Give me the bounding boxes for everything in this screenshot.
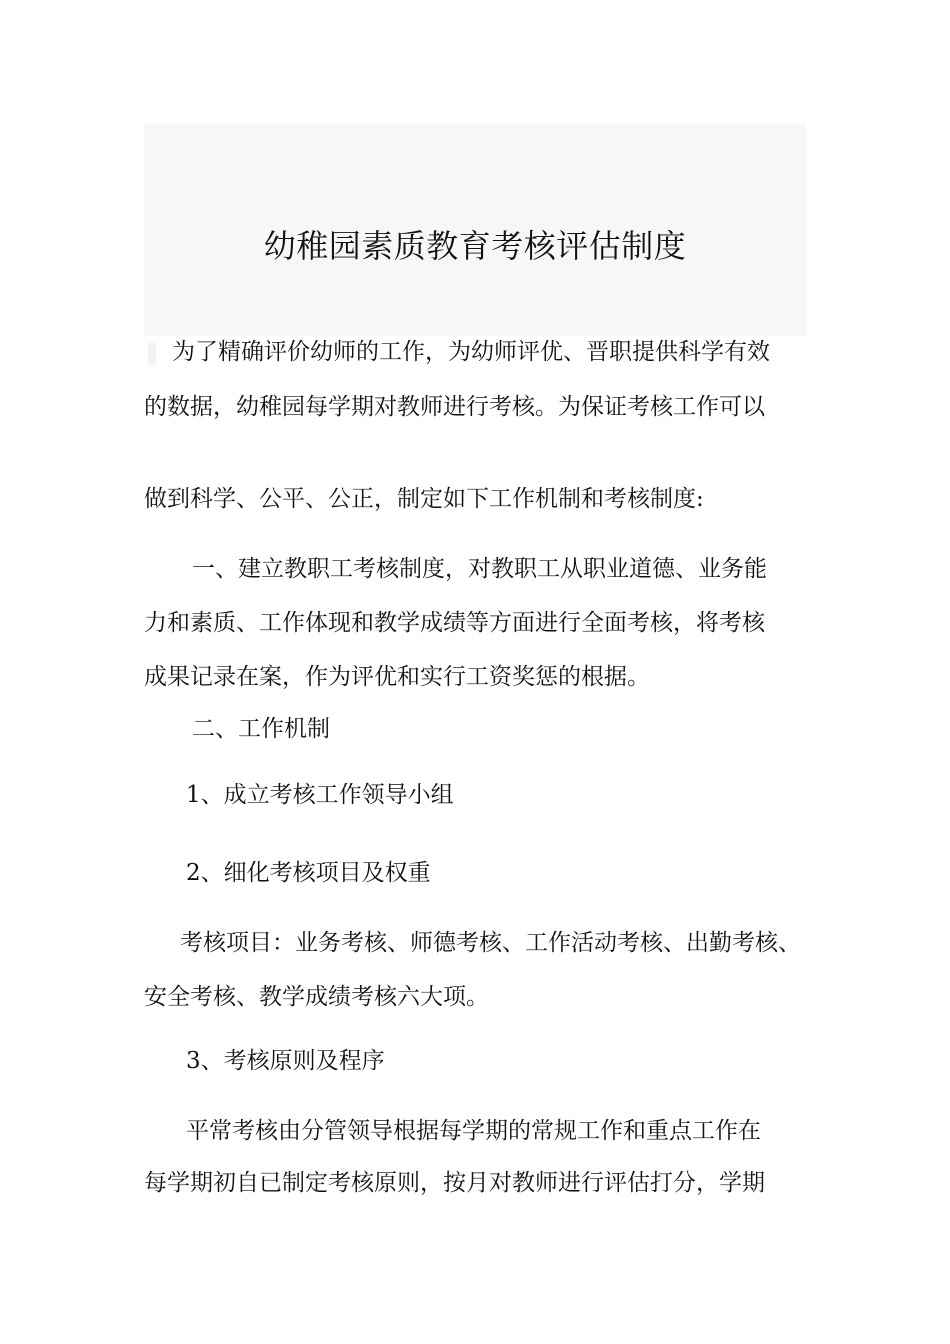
paragraph-line-13: 平常考核由分管领导根据每学期的常规工作和重点工作在 bbox=[186, 1118, 761, 1144]
indent-marker bbox=[148, 343, 156, 365]
paragraph-line-3: 做到科学、公平、公正，制定如下工作机制和考核制度: bbox=[144, 486, 704, 512]
item-heading-2: 2、细化考核项目及权重 bbox=[186, 860, 431, 886]
paragraph-line-11: 安全考核、教学成绩考核六大项。 bbox=[144, 984, 489, 1010]
paragraph-line-10: 考核项目：业务考核、师德考核、工作活动考核、出勤考核、 bbox=[180, 930, 801, 956]
paragraph-line-1: 为了精确评价幼师的工作，为幼师评优、晋职提供科学有效 bbox=[172, 339, 770, 365]
item-heading-3: 3、考核原则及程序 bbox=[186, 1048, 385, 1074]
section-heading-work-mechanism: 二、工作机制 bbox=[192, 716, 330, 742]
paragraph-line-4: 一、建立教职工考核制度，对教职工从职业道德、业务能 bbox=[192, 556, 767, 582]
paragraph-line-2: 的数据，幼稚园每学期对教师进行考核。为保证考核工作可以 bbox=[144, 394, 765, 420]
paragraph-line-6: 成果记录在案，作为评优和实行工资奖惩的根据。 bbox=[144, 664, 650, 690]
paragraph-line-14: 每学期初自已制定考核原则，按月对教师进行评估打分，学期 bbox=[144, 1170, 765, 1196]
item-heading-1: 1、成立考核工作领导小组 bbox=[186, 782, 454, 808]
paragraph-line-5: 力和素质、工作体现和教学成绩等方面进行全面考核，将考核 bbox=[144, 610, 765, 636]
document-title: 幼稚园素质教育考核评估制度 bbox=[263, 227, 687, 265]
